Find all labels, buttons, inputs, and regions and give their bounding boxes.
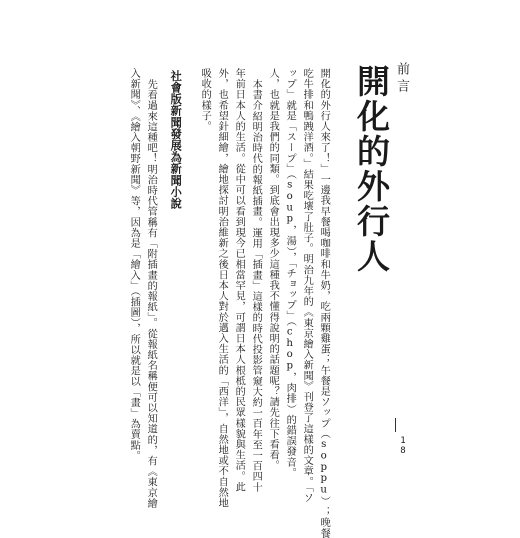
body-column: 外，也希望針細繪，繪地探討明治維新之後日本人對於邁入生活的「西洋」，自然地或不自然地: [216, 68, 228, 509]
chapter-title: 開化的外行人: [352, 64, 391, 274]
body-column: 本書介紹明治時代的報紙插畫。運用「插畫」這樣的時代投影管窺大約一百年至一百四十: [250, 79, 262, 493]
section-column: 入新聞》、《繪入朝野新聞》等，因為是「繪入」（插圖），所以就是以「畫」為賣點。: [128, 68, 140, 461]
body-column: 人，也就是我們的同類。到底會出現多少這種我不懂得說明的話題呢？請先往下看看。: [267, 68, 279, 471]
body-column: 開化的外行人來了！」一邊我早餐喝咖啡和牛奶，吃兩顆雞蛋；午餐是ソップ（soppu）；晚餐: [318, 68, 330, 538]
preface-label: 前言: [394, 62, 409, 96]
body-column: ップ」就是「スープ」（soup，湯），「チョップ」（chop，肉排）的錯誤發音。: [284, 68, 296, 478]
folio-rule: [395, 418, 396, 432]
body-column: 吃牛排和鴨跩洋酒。」結果吃壞了肚子。明治九年的《東京繪入新聞》刊登了這樣的文章。「ソ: [301, 68, 313, 503]
section-heading: 社會版新聞發展為新聞小說: [169, 70, 184, 210]
page-number: 18: [398, 436, 408, 456]
body-column: 吸收的樣子。: [199, 68, 211, 132]
body-column: 年前日本人的生活。從中可以看到現今已相當罕見，可謂日本人根柢的民眾樣貌與生活。此: [233, 68, 245, 492]
section-column: 先看過來這種吧！明治時代管稱有「附插畫的報紙」。從報紙名稱便可以知道的，有《東京繪: [145, 79, 157, 509]
